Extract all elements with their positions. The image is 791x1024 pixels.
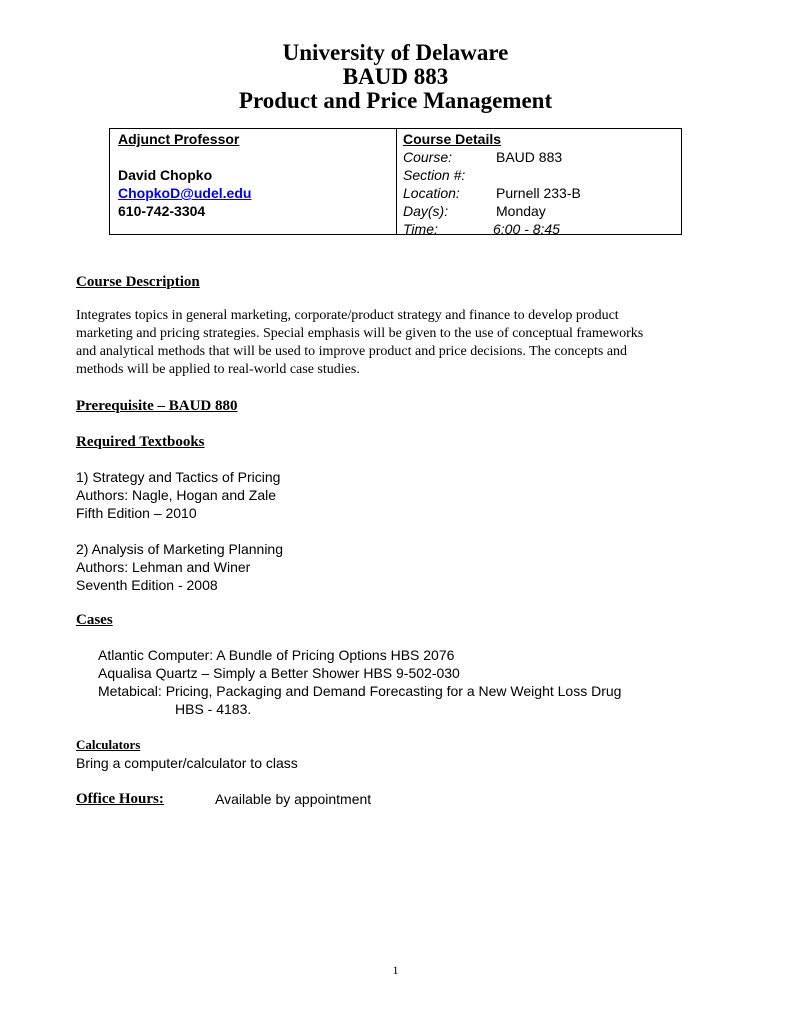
office-hours-label: Office Hours [76,791,159,807]
textbook-1-edition: Fifth Edition – 2010 [76,505,197,521]
document-title-university: University of Delaware [282,40,509,65]
description-line: and analytical methods that will be used to improve product and price decisions. The concepts and [76,344,628,359]
case-item: Metabical: Pricing, Packaging and Demand Forecasting for a New Weight Loss Drug [98,683,622,699]
description-line: marketing and pricing strategies. Special emphasis will be given to the use of conceptual frameworks [76,326,644,341]
course-info-table [109,128,682,235]
course-description-text [76,307,696,379]
location-value: Purnell 233-B [496,185,581,201]
office-hours-colon: : [158,791,164,807]
time-value: 6:00 - 8:45 [493,221,560,237]
document-title-course-code: BAUD 883 [342,64,449,89]
calculators-heading: Calculators [76,737,141,752]
instructor-name: David Chopko [118,167,213,183]
days-value: Monday [496,203,546,219]
table-divider [396,129,397,234]
textbook-1-title: 1) Strategy and Tactics of Pricing [76,469,281,485]
required-textbooks-heading: Required Textbooks [76,434,205,450]
location-label: Location: [403,185,460,201]
days-label: Day(s): [403,203,449,219]
office-hours-row [76,790,164,808]
textbook-2-edition: Seventh Edition - 2008 [76,577,218,593]
textbook-2-authors: Authors: Lehman and Winer [76,559,251,575]
instructor-role: Adjunct Professor [118,131,240,147]
document-title-course-name: Product and Price Management [238,88,553,113]
page-number: 1 [392,963,399,977]
description-line: Integrates topics in general marketing, corporate/product strategy and finance to develop product [76,308,619,323]
calculators-text: Bring a computer/calculator to class [76,755,298,771]
instructor-email-link[interactable]: ChopkoD@udel.edu [118,185,252,201]
instructor-phone: 610-742-3304 [118,203,206,219]
case-item-continuation: HBS - 4183. [175,701,252,717]
description-line: methods will be applied to real-world case studies. [76,362,360,377]
cases-heading: Cases [76,612,113,628]
course-description-heading: Course Description [76,274,200,290]
course-value: BAUD 883 [496,149,563,165]
course-details-heading: Course Details [403,131,502,147]
textbook-2 [76,540,283,594]
course-label: Course: [403,149,453,165]
textbook-2-title: 2) Analysis of Marketing Planning [76,541,283,557]
case-item: Aqualisa Quartz – Simply a Better Shower HBS 9-502-030 [98,665,460,681]
section-label: Section #: [403,167,466,183]
textbook-1 [76,468,280,522]
textbook-1-authors: Authors: Nagle, Hogan and Zale [76,487,277,503]
office-hours-text: Available by appointment [215,791,372,807]
case-item: Atlantic Computer: A Bundle of Pricing Options HBS 2076 [98,647,455,663]
prerequisite-heading: Prerequisite – BAUD 880 [76,398,238,414]
time-label: Time: [403,221,438,237]
